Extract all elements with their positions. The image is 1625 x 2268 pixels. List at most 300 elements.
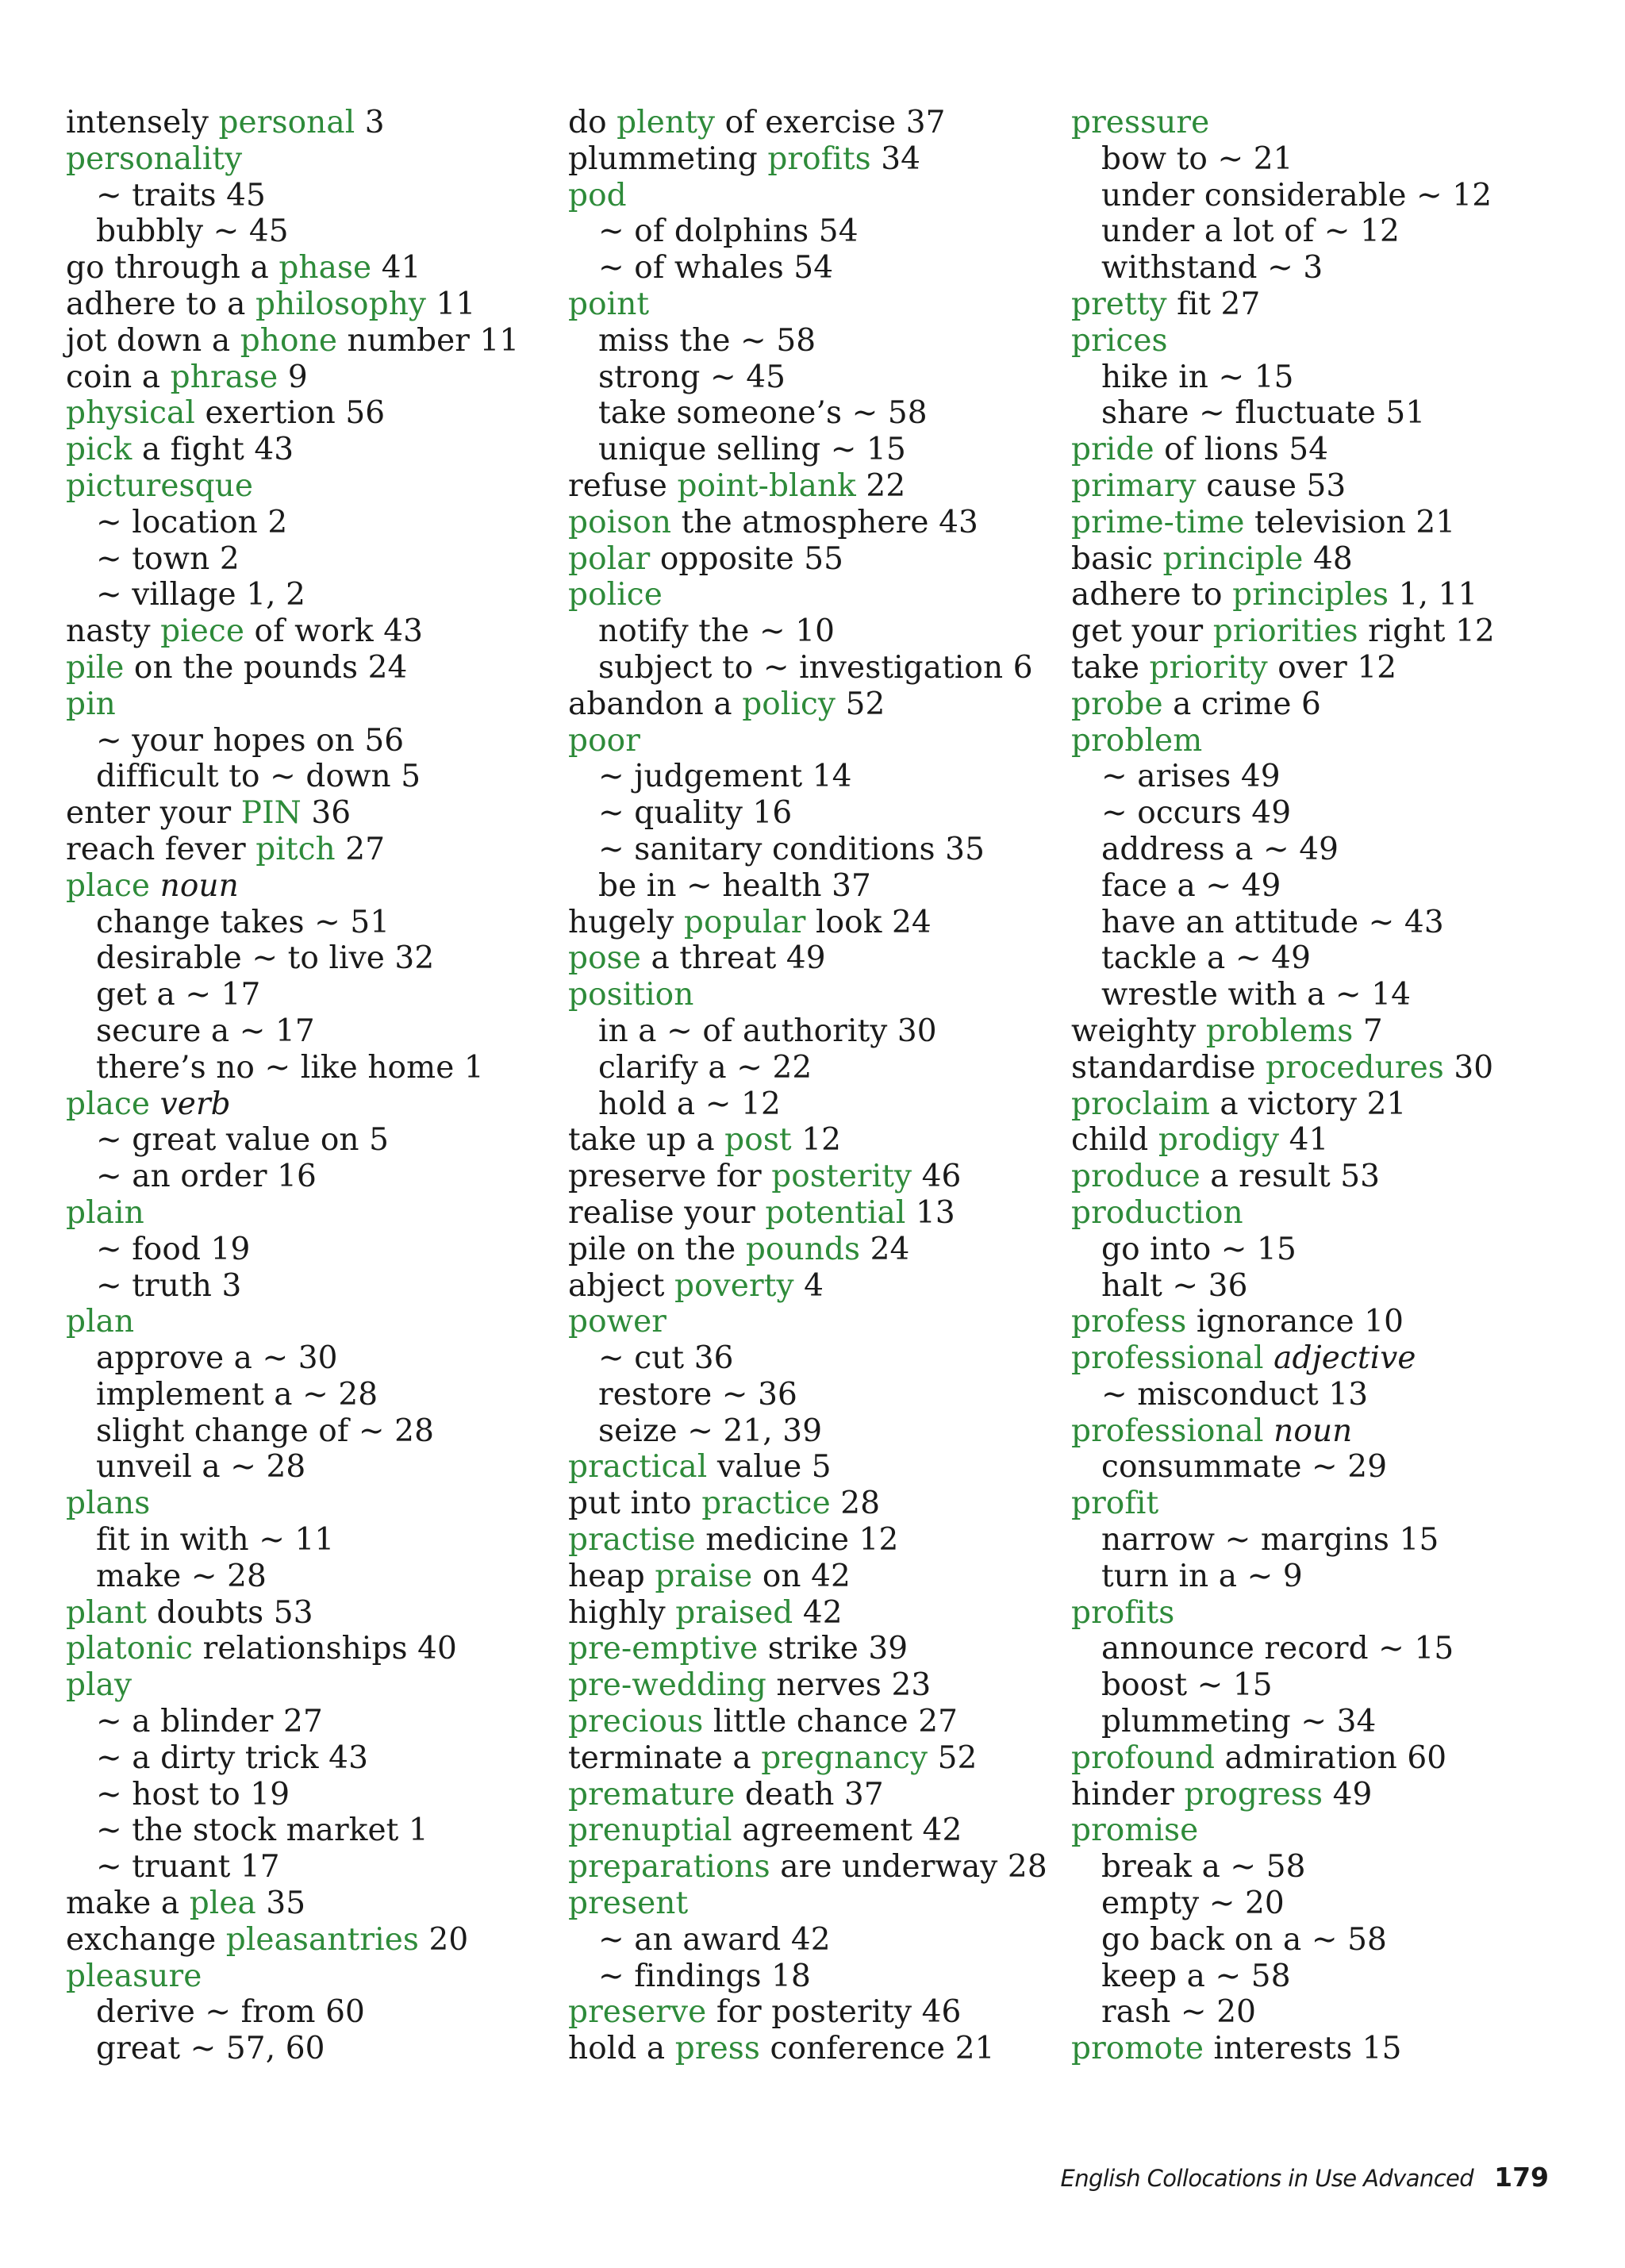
index-subentry [1071, 213, 1495, 250]
index-entry [1071, 650, 1495, 686]
index-entry [568, 1195, 1047, 1232]
entry-text: 41 [371, 250, 421, 286]
entry-text: terminate a [568, 1739, 762, 1776]
headword: plea [189, 1886, 256, 1922]
index-entry [1071, 1122, 1495, 1159]
entry-text: 3 [355, 105, 385, 140]
entry-text: 28 [830, 1486, 881, 1522]
entry-text: ~ occurs 49 [1101, 795, 1292, 832]
headword: post [724, 1122, 792, 1159]
index-entry [1071, 541, 1495, 578]
index-subentry [568, 868, 1047, 905]
entry-text [150, 868, 160, 904]
entry-text: subject to ~ investigation 6 [598, 649, 1033, 686]
index-subentry [568, 1959, 1047, 1995]
entry-text: secure a ~ 17 [96, 1013, 315, 1049]
index-subentry [66, 1413, 519, 1450]
entry-text: little chance 27 [703, 1704, 958, 1740]
index-subentry [568, 795, 1047, 832]
index-subentry [568, 395, 1047, 432]
index-entry [1071, 1812, 1495, 1849]
headword: present [568, 1886, 689, 1922]
index-subentry [568, 250, 1047, 286]
part-of-speech: verb [159, 1086, 231, 1122]
index-entry [568, 1667, 1047, 1704]
index-entry [66, 468, 519, 505]
index-subentry [1071, 395, 1495, 432]
index-entry [1071, 105, 1495, 141]
headword: power [568, 1304, 667, 1340]
entry-text: seize ~ 21, 39 [598, 1413, 823, 1449]
headword: phone [240, 322, 337, 359]
index-subentry [1071, 1232, 1495, 1268]
entry-text: unique selling ~ 15 [598, 432, 906, 468]
index-subentry [568, 1413, 1047, 1450]
entry-text: 20 [419, 1921, 469, 1958]
entry-text: do [568, 105, 617, 140]
index-entry [568, 1704, 1047, 1740]
index-entry [66, 1486, 519, 1522]
index-entry [1071, 1340, 1495, 1377]
entry-text: right 12 [1358, 613, 1495, 650]
headword: plain [66, 1194, 144, 1231]
headword: plans [66, 1486, 151, 1522]
index-entry [1071, 1013, 1495, 1050]
index-subentry [568, 1013, 1047, 1050]
entry-text: fit in with ~ 11 [96, 1522, 335, 1559]
entry-text: television 21 [1244, 504, 1456, 540]
index-entry [568, 1232, 1047, 1268]
headword: priorities [1212, 613, 1358, 650]
entry-text: adhere to a [66, 286, 255, 322]
headword: press [674, 2031, 761, 2067]
headword: procedures [1266, 1049, 1444, 1086]
headword: promote [1071, 2031, 1204, 2067]
index-subentry [66, 1232, 519, 1268]
index-subentry [66, 1013, 519, 1050]
index-entry [1071, 323, 1495, 359]
entry-text: take someone’s ~ 58 [598, 395, 928, 432]
index-subentry [1071, 359, 1495, 396]
entry-text: number 11 [337, 322, 520, 359]
headword: primary [1071, 467, 1197, 504]
entry-text: unveil a ~ 28 [96, 1449, 306, 1486]
entry-text: realise your [568, 1194, 766, 1231]
headword: poison [568, 504, 672, 540]
entry-text: under a lot of ~ 12 [1101, 213, 1400, 250]
entry-text: 42 [793, 1594, 843, 1631]
index-entry [66, 432, 519, 468]
entry-text: intensely [66, 105, 219, 140]
index-entry [1071, 505, 1495, 541]
index-entry [1071, 1595, 1495, 1632]
entry-text: approve a ~ 30 [96, 1340, 338, 1377]
index-subentry [1071, 1849, 1495, 1886]
entry-text: 24 [860, 1231, 910, 1267]
index-subentry [1071, 1522, 1495, 1559]
index-entry [568, 178, 1047, 214]
index-entry [1071, 577, 1495, 613]
index-entry [66, 832, 519, 868]
headword: preparations [568, 1849, 770, 1886]
index-entry [568, 505, 1047, 541]
index-entry [568, 1159, 1047, 1195]
index-entry [568, 1849, 1047, 1886]
index-subentry [568, 359, 1047, 396]
index-subentry [568, 323, 1047, 359]
index-subentry [66, 2031, 519, 2067]
index-entry [66, 795, 519, 832]
entry-text: ~ of whales 54 [598, 250, 834, 286]
index-subentry [1071, 178, 1495, 214]
index-subentry [66, 1377, 519, 1413]
entry-text: clarify a ~ 22 [598, 1049, 812, 1086]
headword: place [66, 867, 151, 904]
index-subentry [1071, 1449, 1495, 1486]
headword: prime-time [1071, 504, 1245, 540]
entry-text: derive ~ from 60 [96, 1994, 365, 2031]
index-subentry [66, 1994, 519, 2031]
entry-text: ~ food 19 [96, 1231, 251, 1267]
index-entry [1071, 1086, 1495, 1123]
headword: point [568, 286, 650, 322]
entry-text: hike in ~ 15 [1101, 359, 1294, 395]
headword: production [1071, 1194, 1243, 1231]
headword: premature [568, 1776, 736, 1812]
headword: play [66, 1667, 133, 1704]
index-entry [66, 323, 519, 359]
entry-text: 52 [928, 1739, 978, 1776]
index-subentry [66, 1704, 519, 1740]
headword: pressure [1071, 105, 1210, 140]
index-entry [568, 1122, 1047, 1159]
index-subentry [1071, 759, 1495, 795]
index-entry [1071, 1777, 1495, 1813]
entry-text: ~ judgement 14 [598, 759, 852, 795]
index-subentry [66, 1849, 519, 1886]
entry-text: consummate ~ 29 [1101, 1449, 1388, 1486]
index-subentry [66, 178, 519, 214]
entry-text: go through a [66, 250, 279, 286]
index-entry [1071, 1486, 1495, 1522]
index-entry [66, 1086, 519, 1123]
index-entry [568, 940, 1047, 977]
entry-text: ~ arises 49 [1101, 759, 1281, 795]
index-entry [1071, 468, 1495, 505]
entry-text: get a ~ 17 [96, 977, 261, 1013]
index-entry [1071, 1304, 1495, 1340]
entry-text: ~ location 2 [96, 504, 288, 540]
index-subentry [568, 832, 1047, 868]
entry-text: withstand ~ 3 [1101, 250, 1323, 286]
headword: prices [1071, 322, 1168, 359]
headword: place [66, 1086, 151, 1122]
index-subentry [1071, 1994, 1495, 2031]
entry-text: great ~ 57, 60 [96, 2031, 325, 2067]
entry-text: ~ truant 17 [96, 1849, 280, 1886]
entry-text: ~ truth 3 [96, 1267, 242, 1304]
index-subentry [1071, 1667, 1495, 1704]
index-entry [568, 1304, 1047, 1340]
index-entry [66, 1886, 519, 1922]
index-entry [66, 1304, 519, 1340]
entry-text: have an attitude ~ 43 [1101, 904, 1444, 940]
index-subentry [568, 1086, 1047, 1123]
index-subentry [1071, 250, 1495, 286]
entry-text: in a ~ of authority 30 [598, 1013, 937, 1049]
entry-text: empty ~ 20 [1101, 1886, 1285, 1922]
index-entry [1071, 2031, 1495, 2067]
entry-text: plummeting [568, 140, 768, 177]
index-entry [1071, 1740, 1495, 1777]
entry-text: 4 [793, 1267, 824, 1304]
index-subentry [66, 1449, 519, 1486]
index-entry [568, 541, 1047, 578]
index-subentry [568, 1340, 1047, 1377]
index-entry [1071, 613, 1495, 650]
entry-text: 9 [278, 359, 308, 395]
page-footer [1061, 2162, 1549, 2193]
entry-text: 48 [1303, 540, 1353, 577]
entry-text: exertion 56 [194, 395, 386, 432]
headword: platonic [66, 1631, 194, 1667]
entry-text: ~ an order 16 [96, 1159, 317, 1195]
entry-text: basic [1071, 540, 1163, 577]
entry-text: boost ~ 15 [1101, 1667, 1273, 1704]
index-entry [66, 650, 519, 686]
index-subentry [1071, 1959, 1495, 1995]
headword: practical [568, 1449, 708, 1486]
headword: PIN [240, 795, 302, 832]
index-entry [568, 1595, 1047, 1632]
entry-text: 11 [426, 286, 476, 322]
index-entry [66, 395, 519, 432]
index-subentry [1071, 905, 1495, 941]
headword: profits [1071, 1594, 1175, 1631]
index-subentry [1071, 1922, 1495, 1959]
entry-text: keep a ~ 58 [1101, 1958, 1291, 1994]
entry-text: hold a [568, 2031, 675, 2067]
headword: profound [1071, 1739, 1216, 1776]
entry-text: take up a [568, 1122, 725, 1159]
entry-text: ~ of dolphins 54 [598, 213, 859, 250]
entry-text: get your [1071, 613, 1213, 650]
entry-text: ~ misconduct 13 [1101, 1376, 1369, 1413]
headword: physical [66, 395, 195, 432]
entry-text: ~ a blinder 27 [96, 1704, 323, 1740]
headword: practise [568, 1522, 696, 1559]
entry-text: 13 [905, 1194, 955, 1231]
index-entry [568, 1777, 1047, 1813]
entry-text: conference 21 [760, 2031, 995, 2067]
entry-text: 7 [1353, 1013, 1383, 1049]
index-subentry [1071, 1631, 1495, 1667]
entry-text: adhere to [1071, 577, 1233, 613]
headword: pin [66, 686, 116, 722]
headword: pod [568, 177, 627, 213]
entry-text: exchange [66, 1921, 226, 1958]
index-entry [568, 141, 1047, 178]
index-subentry [568, 650, 1047, 686]
entry-text: strike 39 [758, 1631, 909, 1667]
entry-text: weighty [1071, 1013, 1206, 1049]
index-subentry [568, 613, 1047, 650]
index-entry [568, 2031, 1047, 2067]
book-title: English Collocations in Use Advanced [1060, 2165, 1474, 2192]
index-entry [66, 286, 519, 323]
headword: profess [1071, 1304, 1187, 1340]
entry-text: ~ an award 42 [598, 1921, 831, 1958]
index-subentry [1071, 832, 1495, 868]
entry-text: bubbly ~ 45 [96, 213, 289, 250]
entry-text [1264, 1340, 1274, 1376]
headword: prenuptial [568, 1812, 732, 1849]
entry-text: abject [568, 1267, 675, 1304]
index-entry [66, 686, 519, 723]
index-column-1 [66, 105, 519, 2067]
index-column-3 [1071, 105, 1495, 2067]
index-subentry [66, 759, 519, 795]
entry-text: put into [568, 1486, 702, 1522]
headword: pounds [745, 1231, 861, 1267]
headword: prodigy [1158, 1122, 1280, 1159]
headword: poor [568, 722, 640, 759]
headword: police [568, 577, 663, 613]
entry-text: 27 [335, 831, 386, 867]
part-of-speech: noun [1273, 1413, 1353, 1449]
entry-text: are underway 28 [770, 1849, 1047, 1886]
entry-text: agreement 42 [732, 1812, 962, 1849]
entry-text: change takes ~ 51 [96, 904, 390, 940]
entry-text: value 5 [707, 1449, 832, 1486]
index-subentry [66, 541, 519, 578]
entry-text: relationships 40 [193, 1631, 457, 1667]
entry-text [150, 1086, 160, 1122]
headword: principle [1162, 540, 1304, 577]
index-entry [66, 1922, 519, 1959]
headword: personality [66, 140, 243, 177]
entry-text: death 37 [735, 1776, 884, 1812]
entry-text: there’s no ~ like home 1 [96, 1049, 484, 1086]
entry-text: ~ great value on 5 [96, 1122, 390, 1159]
headword: pose [568, 940, 641, 977]
headword: precious [568, 1704, 704, 1740]
index-subentry [568, 759, 1047, 795]
headword: pre-emptive [568, 1631, 759, 1667]
entry-text: enter your [66, 795, 241, 832]
index-subentry [66, 1740, 519, 1777]
entry-text: a result 53 [1200, 1159, 1381, 1195]
entry-text: 52 [836, 686, 885, 722]
entry-text [1264, 1413, 1274, 1449]
entry-text: hinder [1071, 1776, 1185, 1812]
entry-text: pile on the [568, 1231, 746, 1267]
index-subentry [1071, 977, 1495, 1013]
headword: pretty [1071, 286, 1167, 322]
index-subentry [66, 213, 519, 250]
index-entry [66, 1595, 519, 1632]
index-entry [66, 141, 519, 178]
index-subentry [568, 1922, 1047, 1959]
entry-text: ~ quality 16 [598, 795, 793, 832]
index-entry [1071, 723, 1495, 759]
entry-text: 30 [1443, 1049, 1494, 1086]
headword: professional [1071, 1340, 1264, 1377]
headword: plant [66, 1594, 147, 1631]
index-subentry [568, 432, 1047, 468]
entry-text: ~ host to 19 [96, 1776, 290, 1812]
index-subentry [1071, 940, 1495, 977]
headword: pitch [255, 831, 336, 867]
index-entry [66, 105, 519, 141]
entry-text: a threat 49 [640, 940, 826, 977]
page-number: 179 [1494, 2162, 1549, 2193]
entry-text: break a ~ 58 [1101, 1849, 1306, 1886]
entry-text: 36 [301, 795, 352, 832]
index-entry [66, 250, 519, 286]
entry-text: a fight 43 [132, 432, 294, 468]
headword: posterity [771, 1159, 912, 1195]
headword: pile [66, 649, 125, 686]
index-entry [66, 359, 519, 396]
index-subentry [66, 1122, 519, 1159]
entry-text: bow to ~ 21 [1101, 140, 1293, 177]
headword: progress [1184, 1776, 1323, 1812]
entry-text: 34 [870, 140, 921, 177]
headword: probe [1071, 686, 1163, 722]
entry-text: ~ findings 18 [598, 1958, 811, 1994]
index-entry [1071, 286, 1495, 323]
headword: preserve [568, 1994, 707, 2031]
entry-text: turn in a ~ 9 [1101, 1558, 1303, 1594]
index-entry [568, 723, 1047, 759]
headword: praise [655, 1558, 753, 1594]
index-entry [568, 905, 1047, 941]
entry-text: hold a ~ 12 [598, 1086, 781, 1122]
headword: popular [683, 904, 806, 940]
index-entry [568, 468, 1047, 505]
entry-text: go into ~ 15 [1101, 1231, 1297, 1267]
entry-text: ~ village 1, 2 [96, 577, 306, 613]
entry-text: wrestle with a ~ 14 [1101, 977, 1412, 1013]
entry-text: desirable ~ to live 32 [96, 940, 435, 977]
entry-text: narrow ~ margins 15 [1101, 1522, 1439, 1559]
index-subentry [568, 1377, 1047, 1413]
entry-text: nasty [66, 613, 161, 650]
index-subentry [66, 977, 519, 1013]
index-subentry [66, 505, 519, 541]
index-entry [66, 868, 519, 905]
entry-text: implement a ~ 28 [96, 1376, 378, 1413]
index-subentry [66, 723, 519, 759]
entry-text: coin a [66, 359, 171, 395]
headword: potential [765, 1194, 906, 1231]
index-subentry [1071, 1559, 1495, 1595]
entry-text: look 24 [805, 904, 932, 940]
index-entry [1071, 1050, 1495, 1086]
headword: praised [675, 1594, 793, 1631]
index-subentry [66, 1559, 519, 1595]
index-entry [568, 686, 1047, 723]
index-subentry [66, 1812, 519, 1849]
entry-text: ~ cut 36 [598, 1340, 734, 1377]
index-subentry [66, 1777, 519, 1813]
headword: policy [742, 686, 836, 722]
entry-text: medicine 12 [695, 1522, 899, 1559]
index-entry [66, 1195, 519, 1232]
entry-text: ~ your hopes on 56 [96, 722, 405, 759]
entry-text: hugely [568, 904, 684, 940]
